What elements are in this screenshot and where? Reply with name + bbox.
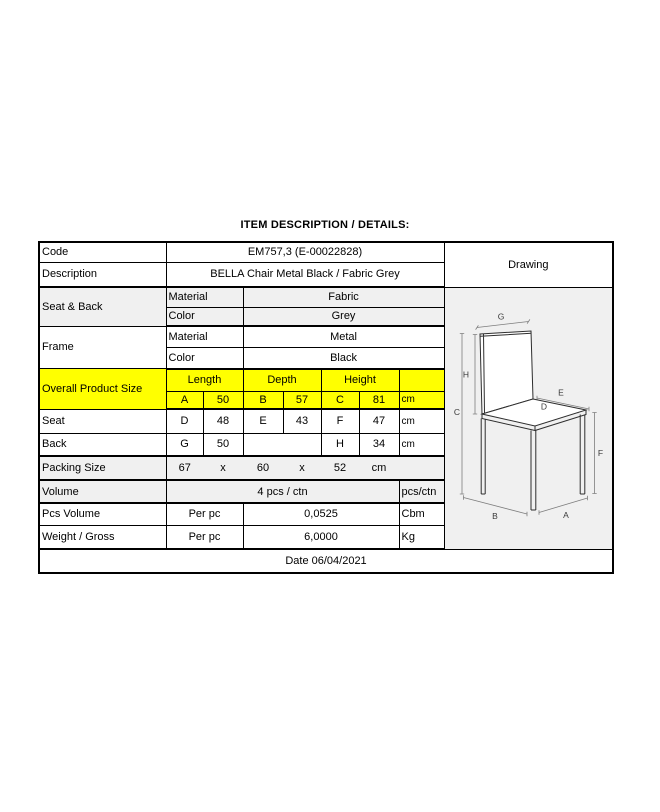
depth-header: Depth bbox=[243, 369, 321, 392]
dim-label-a: A bbox=[562, 509, 569, 520]
weight-gross-label: Weight / Gross bbox=[39, 525, 166, 549]
seat-length-value: 48 bbox=[203, 409, 243, 433]
pcs-volume-unit: Cbm bbox=[399, 503, 444, 525]
code-value: EM757,3 (E-00022828) bbox=[166, 242, 444, 262]
overall-height-letter: C bbox=[321, 391, 359, 409]
seat-back-material-label: Material bbox=[166, 287, 243, 307]
seat-back-color-label: Color bbox=[166, 307, 243, 326]
frame-color-label: Color bbox=[166, 348, 243, 369]
seat-back-label: Seat & Back bbox=[39, 287, 166, 326]
chair-drawing bbox=[447, 288, 614, 549]
seat-back-material-value: Fabric bbox=[243, 287, 444, 307]
back-height-value: 34 bbox=[359, 433, 399, 456]
seat-depth-value: 43 bbox=[283, 409, 321, 433]
overall-length-value: 50 bbox=[203, 391, 243, 409]
dim-line-c bbox=[459, 333, 463, 494]
packing-depth: 60 bbox=[243, 456, 283, 480]
seat-back-color-value: Grey bbox=[243, 307, 444, 326]
weight-gross-unit: Kg bbox=[399, 525, 444, 549]
packing-sep-2: x bbox=[283, 456, 321, 480]
seat-height-value: 47 bbox=[359, 409, 399, 433]
drawing-cell bbox=[444, 287, 613, 549]
spec-table bbox=[38, 241, 614, 574]
chair-leg-right bbox=[580, 414, 585, 494]
weight-gross-value: 6,0000 bbox=[243, 525, 399, 549]
overall-depth-letter: B bbox=[243, 391, 283, 409]
seat-label: Seat bbox=[39, 409, 166, 433]
packing-spacer bbox=[399, 456, 444, 480]
row-date bbox=[39, 549, 613, 573]
volume-unit: pcs/ctn bbox=[399, 480, 444, 503]
back-length-letter: G bbox=[166, 433, 203, 456]
frame-color-value: Black bbox=[243, 348, 444, 369]
pcs-volume-value: 0,0525 bbox=[243, 503, 399, 525]
frame-label: Frame bbox=[39, 326, 166, 369]
description-value: BELLA Chair Metal Black / Fabric Grey bbox=[166, 262, 444, 287]
size-header-spacer bbox=[399, 369, 444, 392]
chair-leg-left bbox=[481, 418, 485, 494]
pcs-volume-label: Pcs Volume bbox=[39, 503, 166, 525]
length-header: Length bbox=[166, 369, 243, 392]
back-label: Back bbox=[39, 433, 166, 456]
packing-length: 67 bbox=[166, 456, 203, 480]
dim-label-c: C bbox=[453, 406, 460, 417]
weight-gross-basis: Per pc bbox=[166, 525, 243, 549]
seat-length-letter: D bbox=[166, 409, 203, 433]
back-depth-empty bbox=[243, 433, 321, 456]
back-length-value: 50 bbox=[203, 433, 243, 456]
seat-height-letter: F bbox=[321, 409, 359, 433]
overall-size-unit: cm bbox=[399, 391, 444, 409]
dim-label-d: D bbox=[540, 401, 547, 411]
back-unit: cm bbox=[399, 433, 444, 456]
packing-label: Packing Size bbox=[39, 456, 166, 480]
dim-label-g: G bbox=[497, 311, 504, 321]
volume-value: 4 pcs / ctn bbox=[166, 480, 399, 503]
dim-label-f: F bbox=[597, 447, 603, 458]
back-height-letter: H bbox=[321, 433, 359, 456]
dim-label-h: H bbox=[462, 369, 469, 379]
chair-outline bbox=[480, 331, 586, 510]
dim-line-h bbox=[472, 334, 476, 414]
dim-label-e: E bbox=[557, 387, 564, 397]
dim-label-b: B bbox=[491, 510, 498, 521]
frame-material-value: Metal bbox=[243, 326, 444, 348]
packing-unit: cm bbox=[359, 456, 399, 480]
drawing-header: Drawing bbox=[444, 242, 613, 287]
packing-sep-1: x bbox=[203, 456, 243, 480]
row-code bbox=[39, 242, 613, 262]
seat-depth-letter: E bbox=[243, 409, 283, 433]
frame-material-label: Material bbox=[166, 326, 243, 348]
row-seatback-material bbox=[39, 287, 613, 307]
overall-depth-value: 57 bbox=[283, 391, 321, 409]
code-label: Code bbox=[39, 242, 166, 262]
seat-unit: cm bbox=[399, 409, 444, 433]
description-label: Description bbox=[39, 262, 166, 287]
overall-size-label: Overall Product Size bbox=[39, 369, 166, 410]
page-title: ITEM DESCRIPTION / DETAILS: bbox=[240, 219, 410, 231]
overall-length-letter: A bbox=[166, 391, 203, 409]
date-value: Date 06/04/2021 bbox=[39, 549, 613, 573]
volume-label: Volume bbox=[39, 480, 166, 503]
height-header: Height bbox=[321, 369, 399, 392]
dim-line-f bbox=[592, 412, 596, 493]
chair-leg-front bbox=[531, 430, 536, 510]
packing-height: 52 bbox=[321, 456, 359, 480]
pcs-volume-basis: Per pc bbox=[166, 503, 243, 525]
overall-height-value: 81 bbox=[359, 391, 399, 409]
